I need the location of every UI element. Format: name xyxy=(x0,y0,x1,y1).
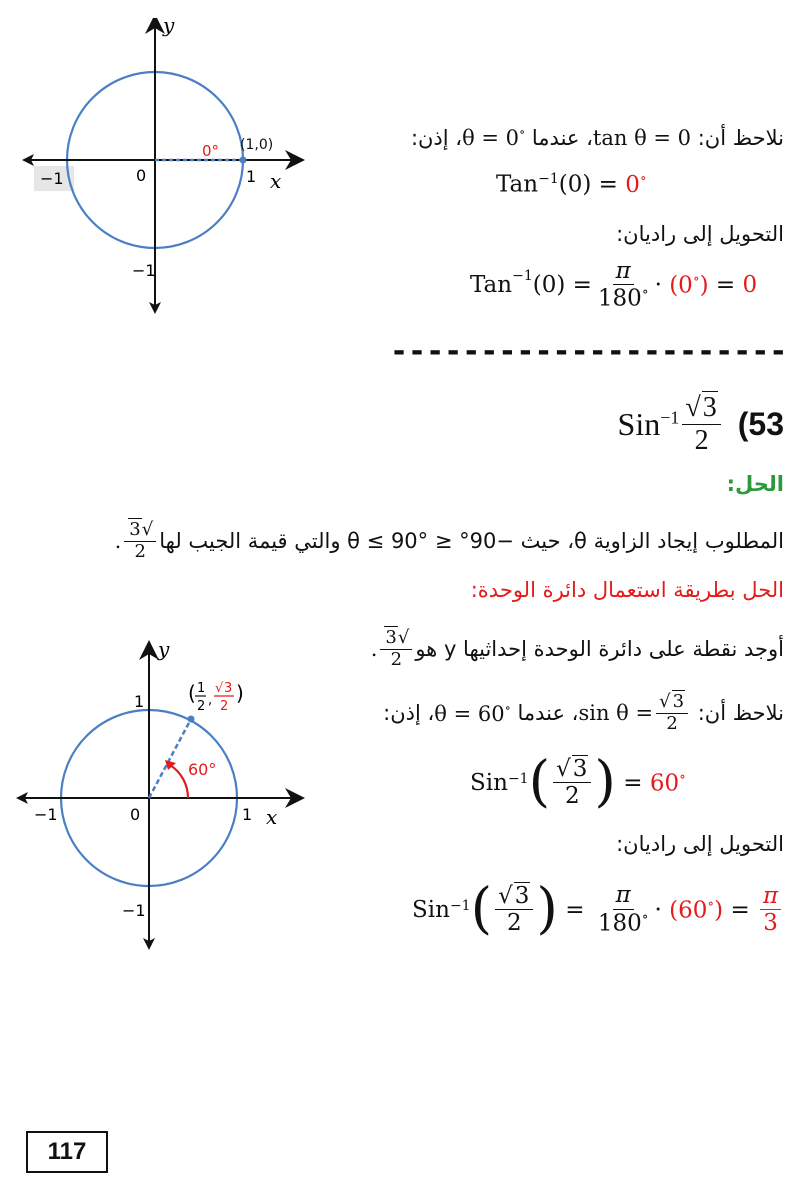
find-fraction: $\frac{√3}{2}$ xyxy=(380,628,412,670)
point-marker xyxy=(240,157,247,164)
y-neg-one-label: −1 xyxy=(132,261,156,280)
origin-label: 0 xyxy=(136,166,147,185)
then-label: ، إذن: xyxy=(410,125,463,150)
svg-text:1: 1 xyxy=(197,681,206,696)
point-marker xyxy=(188,716,195,723)
tan-line-2: Tan $^{-1}$ (0) = $\frac{\pi}{180^\circ}$ · (0∘) = 0 xyxy=(470,258,758,313)
observe-line-2 xyxy=(383,692,784,734)
x-label: x xyxy=(270,169,282,193)
problem-53 xyxy=(618,392,784,457)
unit-circle-graph-2 xyxy=(10,630,310,950)
svg-text:): ) xyxy=(236,681,244,705)
pi-over-180: $\frac{\pi}{180^\circ}$ xyxy=(597,258,649,313)
observe-line-1 xyxy=(411,124,784,150)
root3-over-2: $\frac{√3}{2}$ xyxy=(682,392,720,457)
angle-label: 60° xyxy=(188,760,217,779)
separator-line: ---------------------- xyxy=(390,334,788,369)
point-label: (1,0) xyxy=(240,137,274,153)
angle-arc xyxy=(170,765,188,798)
tan-line-1: Tan$^{-1}$(0) = 0∘ xyxy=(496,170,647,198)
required-fraction: $\frac{√3}{2}$ xyxy=(124,520,156,562)
x-label: x xyxy=(266,805,278,829)
x-one-label: 1 xyxy=(246,167,257,186)
theta-eq: θ = 0∘ xyxy=(462,124,526,150)
svg-text:2: 2 xyxy=(220,699,229,714)
method-title: الحل بطريقة استعمال دائرة الوحدة: xyxy=(470,578,784,602)
y-one-label: 1 xyxy=(134,692,145,711)
convert-label-1: التحويل إلى راديان: xyxy=(616,222,784,246)
required-text: المطلوب إيجاد الزاوية θ، حيث −90° ≤ θ ≤ 90° والتي قيمة الجيب لها xyxy=(159,529,784,554)
origin-label: 0 xyxy=(130,805,141,824)
svg-text:(: ( xyxy=(188,681,196,705)
svg-text:√: √ xyxy=(215,681,224,696)
convert-label-2: التحويل إلى راديان: xyxy=(616,832,784,856)
page-number: 117 xyxy=(26,1131,108,1173)
unit-circle-graph-1 xyxy=(10,18,310,323)
observe-label: نلاحظ أن: xyxy=(697,125,784,150)
problem-number: 53) xyxy=(737,406,784,443)
svg-text:2: 2 xyxy=(197,699,206,714)
required-line: المطلوب إيجاد الزاوية θ، حيث −90° ≤ θ ≤ 90° والتي قيمة الجيب لها $\frac{√3}{2}$ . xyxy=(114,519,784,562)
angle-label: 0° xyxy=(202,142,220,160)
find-line: أوجد نقطة على دائرة الوحدة إحداثيها y هو $\frac{√3}{2}$ . xyxy=(370,627,784,670)
observe-label-2: نلاحظ أن: xyxy=(697,701,784,726)
sin-line-2: Sin −1 ( $\frac{√3}{2}$ ) = $\frac{\pi}{180^\circ}$ · (60∘) = $\frac{\pi}{3}$ xyxy=(412,882,784,937)
point-label xyxy=(188,681,244,714)
sin-inverse: Sin$^{-1}$ xyxy=(617,406,680,443)
x-one-label: 1 xyxy=(242,805,253,824)
then-label-2: ، إذن: xyxy=(383,701,435,726)
svg-text:3: 3 xyxy=(224,681,233,696)
svg-text:,: , xyxy=(208,693,213,708)
sin-line-1: Sin −1 ( $\frac{√3}{2}$ ) = 60∘ xyxy=(470,750,686,814)
y-neg-one-label: −1 xyxy=(122,901,146,920)
tan-eq: tan θ = 0 xyxy=(592,125,692,150)
when-label-2: ، عندما xyxy=(517,701,579,726)
find-text: أوجد نقطة على دائرة الوحدة إحداثيها y هو xyxy=(415,637,784,662)
solution-label: الحل: xyxy=(726,472,784,496)
x-neg-one-label: −1 xyxy=(40,169,64,188)
radius-line xyxy=(149,719,191,798)
sin-eq: sin θ = $\frac{√ 3}{2}$ xyxy=(578,692,691,734)
theta-60: θ = 60∘ xyxy=(434,700,511,727)
y-label: y xyxy=(163,18,175,37)
x-neg-one-label: −1 xyxy=(34,805,58,824)
when-label: ، عندما xyxy=(531,125,593,150)
y-label: y xyxy=(158,637,170,661)
